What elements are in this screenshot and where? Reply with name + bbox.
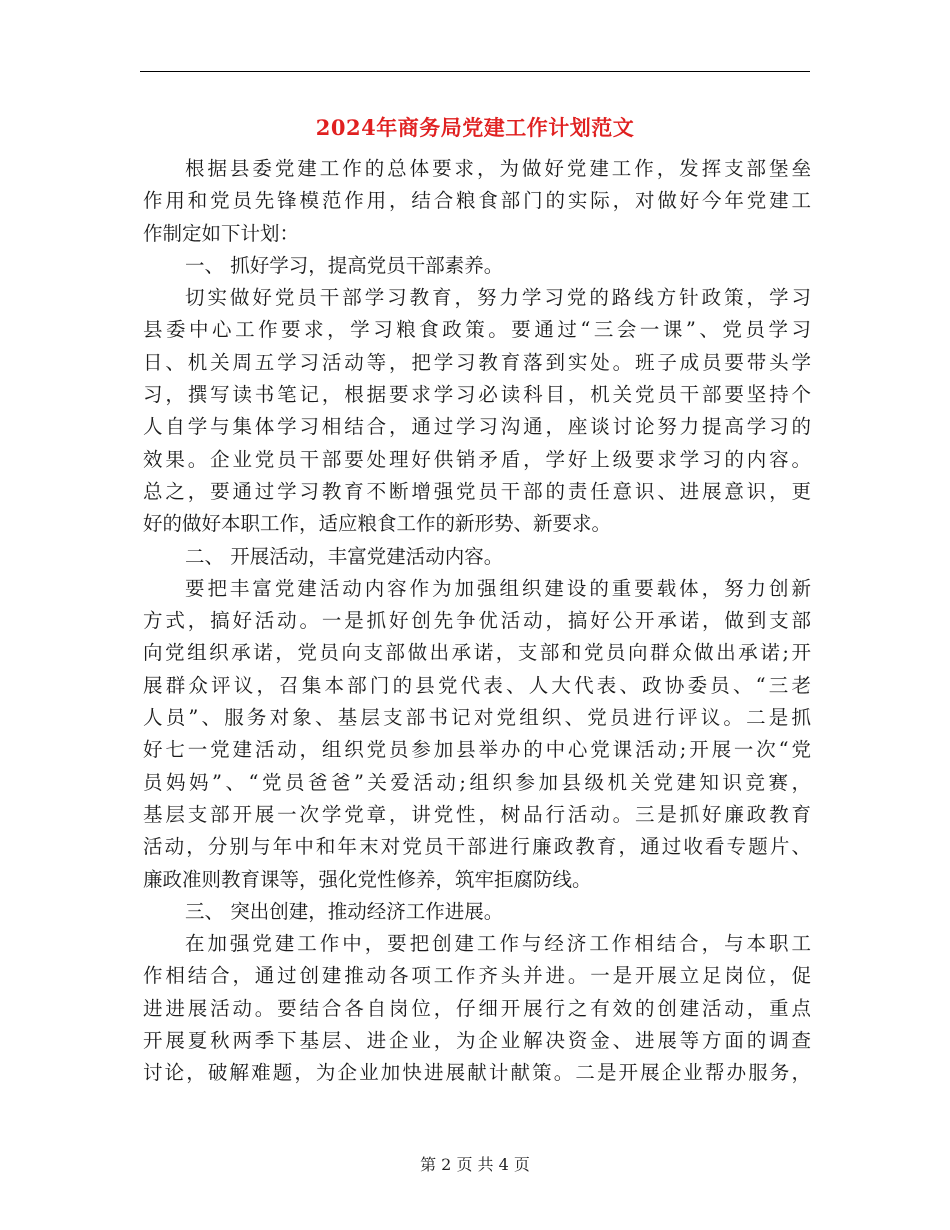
body-line: 作相结合，通过创建推动各项工作齐头并进。一是开展立足岗位，促 [143, 964, 811, 988]
document-title: 2024年商务局党建工作计划范文 [315, 115, 635, 140]
body-line: 好七一党建活动，组织党员参加县举办的中心党课活动;开展一次“党 [143, 738, 811, 762]
body-line: 日、机关周五学习活动等，把学习教育落到实处。班子成员要带头学 [143, 350, 811, 374]
body-line: 人自学与集体学习相结合，通过学习沟通，座谈讨论努力提高学习的 [143, 415, 811, 439]
body-line: 效果。企业党员干部要处理好供销矛盾，学好上级要求学习的内容。 [143, 447, 811, 471]
body-line: 根据县委党建工作的总体要求，为做好党建工作，发挥支部堡垒 [185, 157, 811, 180]
body-line: 要把丰富党建活动内容作为加强组织建设的重要载体，努力创新 [185, 576, 811, 600]
header-rule [140, 71, 810, 72]
body-line: 方式，搞好活动。一是抓好创先争优活动，搞好公开承诺，做到支部 [143, 609, 811, 633]
body-line: 廉政准则教育课等，强化党性修养，筑牢拒腐防线。 [143, 867, 592, 891]
body-line: 好的做好本职工作，适应粮食工作的新形势、新要求。 [143, 512, 612, 536]
section-heading: 一、 抓好学习，提高党员干部素养。 [185, 253, 504, 277]
body-line: 展群众评议，召集本部门的县党代表、人大代表、政协委员、“三老 [143, 673, 811, 697]
section-heading: 二、 开展活动，丰富党建活动内容。 [185, 544, 504, 568]
body-line: 基层支部开展一次学党章，讲党性，树品行活动。三是抓好廉政教育 [143, 802, 811, 826]
section-heading: 三、 突出创建，推动经济工作进展。 [185, 899, 504, 923]
body-line: 作用和党员先锋模范作用，结合粮食部门的实际，对做好今年党建工 [143, 189, 811, 213]
body-line: 在加强党建工作中，要把创建工作与经济工作相结合，与本职工 [185, 932, 811, 956]
body-line: 讨论，破解难题，为企业加快进展献计献策。二是开展企业帮办服务， [143, 1061, 811, 1085]
body-line: 向党组织承诺，党员向支部做出承诺，支部和党员向群众做出承诺;开 [143, 641, 811, 665]
body-line: 县委中心工作要求，学习粮食政策。要通过“三会一课”、党员学习 [143, 318, 811, 342]
document-body [143, 153, 811, 1090]
body-line: 总之，要通过学习教育不断增强党员干部的责任意识、进展意识，更 [143, 479, 811, 503]
body-line: 活动，分别与年中和年末对党员干部进行廉政教育，通过收看专题片、 [143, 835, 811, 859]
body-line: 作制定如下计划： [143, 221, 300, 245]
body-line: 习，撰写读书笔记，根据要求学习必读科目，机关党员干部要坚持个 [143, 383, 811, 407]
body-line: 切实做好党员干部学习教育，努力学习党的路线方针政策，学习 [185, 286, 811, 310]
body-line: 进进展活动。要结合各自岗位，仔细开展行之有效的创建活动，重点 [143, 996, 811, 1020]
page-number: 第 2 页 共 4 页 [420, 1155, 530, 1174]
body-line: 人员”、服务对象、基层支部书记对党组织、党员进行评议。二是抓 [143, 706, 811, 730]
body-line: 员妈妈”、“党员爸爸”关爱活动;组织参加县级机关党建知识竞赛， [143, 770, 811, 794]
body-line: 开展夏秋两季下基层、进企业，为企业解决资金、进展等方面的调查 [143, 1029, 811, 1053]
